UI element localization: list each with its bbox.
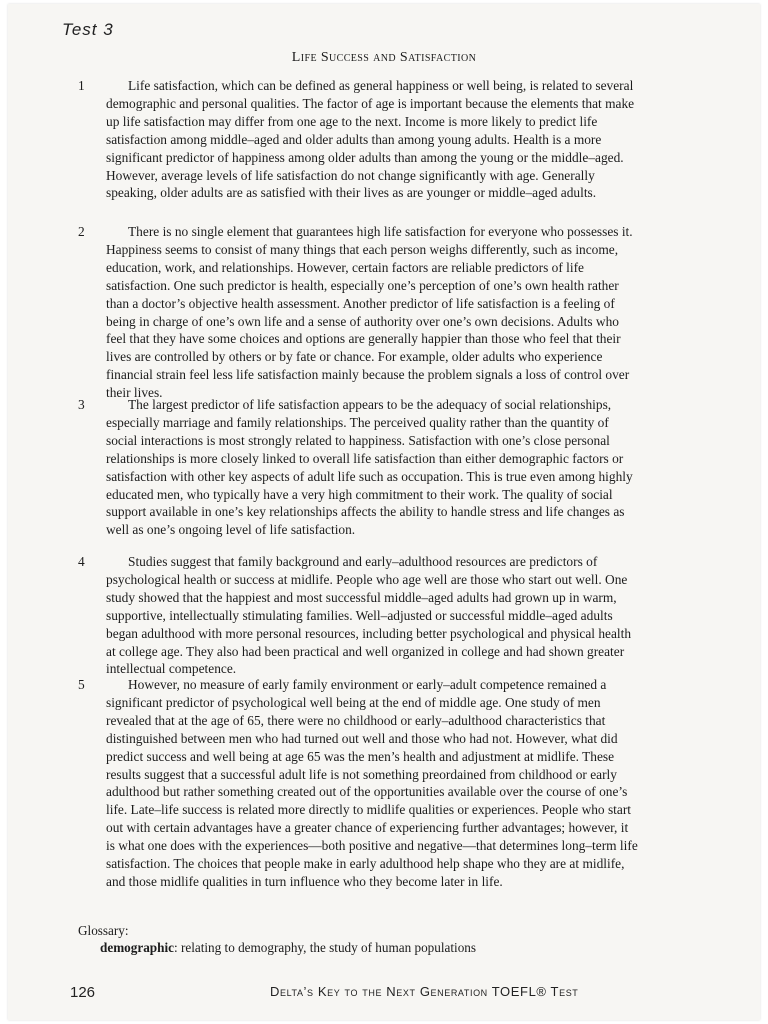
paragraph-text: The largest predictor of life satisfaction appears to be the adequacy of social relationships, especially marriage and family relationships. The perceived quality rather than the quantity of social interactions is most strongly related to happiness. Satisfaction with one’s close personal relationships is more closely linked to overall life satisfaction than either demographic factors or satisfaction with other key aspects of adult life such as occupation. This is true even among highly educated men, who typically have a very high commitment to their work. The quality of social support available in one’s key relationships affects the ability to handle stress and life changes as well as one’s ongoing level of life satisfaction. bbox=[106, 397, 633, 538]
glossary-term: demographic bbox=[100, 940, 174, 955]
glossary-entry bbox=[78, 939, 476, 956]
book-title: Delta’s Key to the Next Generation TOEFL® Test bbox=[270, 984, 579, 999]
paragraph-1 bbox=[78, 77, 638, 221]
paragraph-number: 2 bbox=[78, 224, 85, 239]
glossary bbox=[78, 922, 476, 956]
passage-title: Life Success and Satisfaction bbox=[291, 50, 477, 65]
page-number: 126 bbox=[70, 984, 96, 1001]
paragraph-3 bbox=[78, 396, 638, 554]
glossary-definition: : relating to demography, the study of human populations bbox=[174, 940, 477, 955]
paragraph-text: However, no measure of early family environment or early–adult competence remained a significant predictor of psychological well being at the end of middle age. One study of men revealed that at the age of 65, there were no childhood or early–adulthood characteristics that distinguished between men who had turned out well and those who had not. However, what did predict success and well being at age 65 was the men’s health and adjustment at midlife. These results suggest that a successful adult life is not something preordained from childhood or early adulthood but rather something created out of the opportunities available over the course of one’s life. Late–life success is related more directly to midlife qualities or experiences. People who start out with certain advantages have a greater chance of experiencing further advantages; however, it is what one does with the experiences—both positive and negative—that determines long–term life satisfaction. The choices that people make in early adulthood help shape who they are at midlife, and those midlife qualities in turn influence who they become later in life. bbox=[106, 677, 638, 889]
paragraph-4 bbox=[78, 553, 638, 675]
paragraph-text: There is no single element that guarantees high life satisfaction for everyone who possesses it. Happiness seems to consist of many things that each person weighs differently, such as income, education, work, and relationships. However, certain factors are reliable predictors of life satisfaction. One such predictor is health, especially one’s perception of one’s own health rather than a doctor’s objective health assessment. Another predictor of life satisfaction is a feeling of being in charge of one’s own life and a sense of authority over one’s own decisions. Adults who feel that they have some choices and options are generally happier than those who feel that their lives are controlled by others or by fate or chance. For example, older adults who experience financial strain feel less life satisfaction mainly because the problem signals a loss of control over their lives. bbox=[106, 224, 633, 401]
paragraph-5 bbox=[78, 676, 638, 908]
paragraph-text: Studies suggest that family background and early–adulthood resources are predictors of psychological health or success at midlife. People who age well are those who start out well. One study showed that the happiest and most successful middle–aged adults had grown up in warm, supportive, intellectually stimulating families. Well–adjusted or successful middle–aged adults began adulthood with more personal resources, including better psychological and physical health at college age. They also had been practical and well organized in college and had shown greater intellectual competence. bbox=[106, 554, 632, 677]
paragraph-number: 5 bbox=[78, 677, 85, 692]
paragraph-text: Life satisfaction, which can be defined as general happiness or well being, is related to several demographic and personal qualities. The factor of age is important because the elements that make up life satisfaction may differ from one age to the next. Income is more likely to predict life satisfaction among middle–aged and older adults than among young adults. Health is a more significant predictor of happiness among older adults than among the young or the middle–aged. However, average levels of life satisfaction do not change significantly with age. Generally speaking, older adults are as satisfied with their lives as are younger or middle–aged adults. bbox=[106, 78, 635, 201]
paragraph-2 bbox=[78, 223, 638, 403]
paragraph-number: 4 bbox=[78, 554, 85, 569]
test-label: Test 3 bbox=[62, 20, 114, 39]
paragraph-number: 1 bbox=[78, 78, 85, 93]
paragraph-number: 3 bbox=[78, 397, 85, 412]
glossary-heading: Glossary: bbox=[78, 923, 129, 938]
